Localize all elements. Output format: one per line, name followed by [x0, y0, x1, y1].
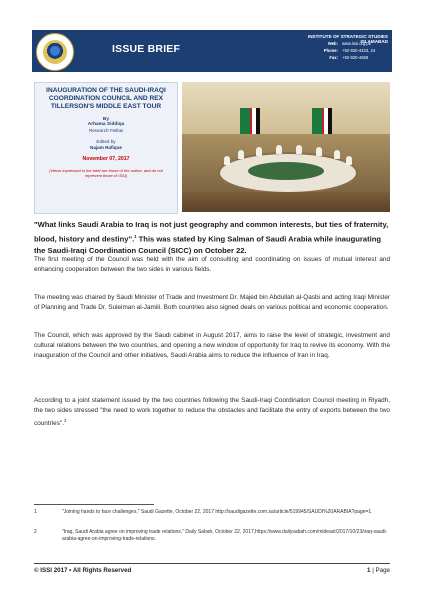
delegate-figure — [296, 145, 302, 154]
footnote-text[interactable]: "Iraq, Saudi Arabia agree on improving trade relations," Daily Sabah, October 22, 2017,https://www.dailysabah.com/mideast/2017/10/23/iraq-saudi-arabia-agree-on-improving-trade-relations. — [62, 529, 388, 542]
flag-graphic — [240, 108, 260, 134]
lead-tail: This was stated by King Salman of Saudi Arabia while inaugurating the Saudi-Iraqi Coordination Council (SICC) on October 22. — [34, 234, 382, 255]
footnote-item — [34, 529, 390, 543]
page-number — [290, 567, 390, 574]
issi-logo — [36, 33, 74, 71]
footnote-divider — [34, 504, 154, 505]
photo-floor — [182, 192, 390, 212]
disclaimer: (Views expressed in the brief are those of the author, and do not represent those of ISSI) — [49, 167, 163, 179]
author-role: Research Fellow — [88, 127, 124, 133]
editor-name: Najam Rafique — [90, 144, 122, 150]
contact-row — [316, 41, 422, 48]
page-number-value: 1 — [367, 567, 371, 574]
contact-value[interactable]: www.issi.org.pk — [342, 41, 371, 46]
contact-value: +92-920-4658 — [342, 54, 369, 60]
delegate-figure — [238, 150, 244, 159]
delegate-figure — [276, 145, 282, 154]
contact-value: +92-920-4423, 24 — [342, 47, 376, 53]
institute-name: INSTITUTE OF STRATEGIC STUDIES ISLAMABAD — [307, 34, 388, 44]
brief-title: INAUGURATION OF THE SAUDI-IRAQI COORDINATION COUNCIL AND REX TILLERSON'S MIDDLE EAST TOUR — [46, 87, 166, 111]
footer-divider — [34, 563, 390, 564]
delegate-figure — [316, 147, 322, 156]
contact-label: Fax: — [329, 54, 338, 60]
lead-quote: "What links Saudi Arabia to Iraq is not just geography and common interests, but ties of fraternity, blood, history and destiny". — [34, 220, 389, 244]
publication-date: November 07, 2017 — [82, 155, 130, 162]
contact-row — [316, 55, 422, 62]
delegate-figure — [256, 147, 262, 156]
footnote-text[interactable]: "Joining hands to face challenges," Saudi Gazette, October 22, 2017 http://saudigazette.com.sa/article/519945/SAUDI%20ARABIA?page=1. — [62, 509, 373, 515]
body-paragraph-1: The first meeting of the Council was held with the aim of consulting and coordinating on issues of mutual interest and enhancing cooperation between the two sides in various fields. — [34, 256, 390, 274]
lead-paragraph — [34, 219, 390, 256]
footnote-number: 1 — [34, 509, 37, 515]
delegate-figure — [346, 156, 352, 165]
footnote-ref[interactable]: 1 — [134, 233, 137, 239]
flag-graphic — [312, 108, 332, 134]
body-paragraph-3: The Council, which was approved by the Saudi cabinet in August 2017, aims to raise the level of strategic, investment and cultural relations between the two countries, and opening a new window of opportunity for Iraq to revive its economy. With the inauguration of the Council and other initiatives, Saudi Arabia aims to reduce the influence of Iran in Iraq. — [34, 332, 390, 360]
contact-label: Web: — [327, 41, 338, 46]
edited-by-label: Edited by — [96, 138, 116, 144]
footnote-ref[interactable]: 2 — [63, 418, 67, 424]
header-band — [32, 30, 392, 72]
table-centerpiece-graphic — [248, 162, 324, 180]
footnote-number: 2 — [34, 529, 37, 535]
by-label: By — [102, 116, 110, 122]
meeting-photo — [182, 82, 390, 212]
body-paragraph-4 — [34, 396, 390, 430]
contact-row — [316, 48, 422, 55]
footnote-item — [34, 509, 390, 516]
copyright-notice: © ISSI 2017 • All Rights Reserved — [34, 567, 132, 574]
issue-brief-label: ISSUE BRIEF — [112, 43, 181, 55]
contact-block — [316, 41, 422, 61]
brief-title-box — [34, 82, 178, 214]
delegate-figure — [224, 156, 230, 165]
body-paragraph-2: The meeting was chaired by Saudi Minister of Trade and Investment Dr. Majed bin Abdullah al-Qasbi and acting Iraqi Minister of Planning and Trade Dr. Suleiman al-Jamili. Both countries also signed deals on various political and economic cooperation. — [34, 294, 390, 312]
logo-emblem-icon — [43, 40, 67, 64]
page-label: | Page — [372, 567, 390, 574]
author-name: Arhama Siddiqa — [87, 121, 125, 127]
photo-backdrop — [182, 82, 390, 134]
contact-label: Phone: — [323, 47, 338, 53]
body-paragraph-4-text: According to a joint statement issued by the two countries following the Saudi-Iraqi Coordination Council meeting in Riyadh, the two sides stressed "the need to work together to reduce the obstacles and facilitate the entry of exports between the two countries". — [34, 397, 390, 428]
delegate-figure — [334, 150, 340, 159]
